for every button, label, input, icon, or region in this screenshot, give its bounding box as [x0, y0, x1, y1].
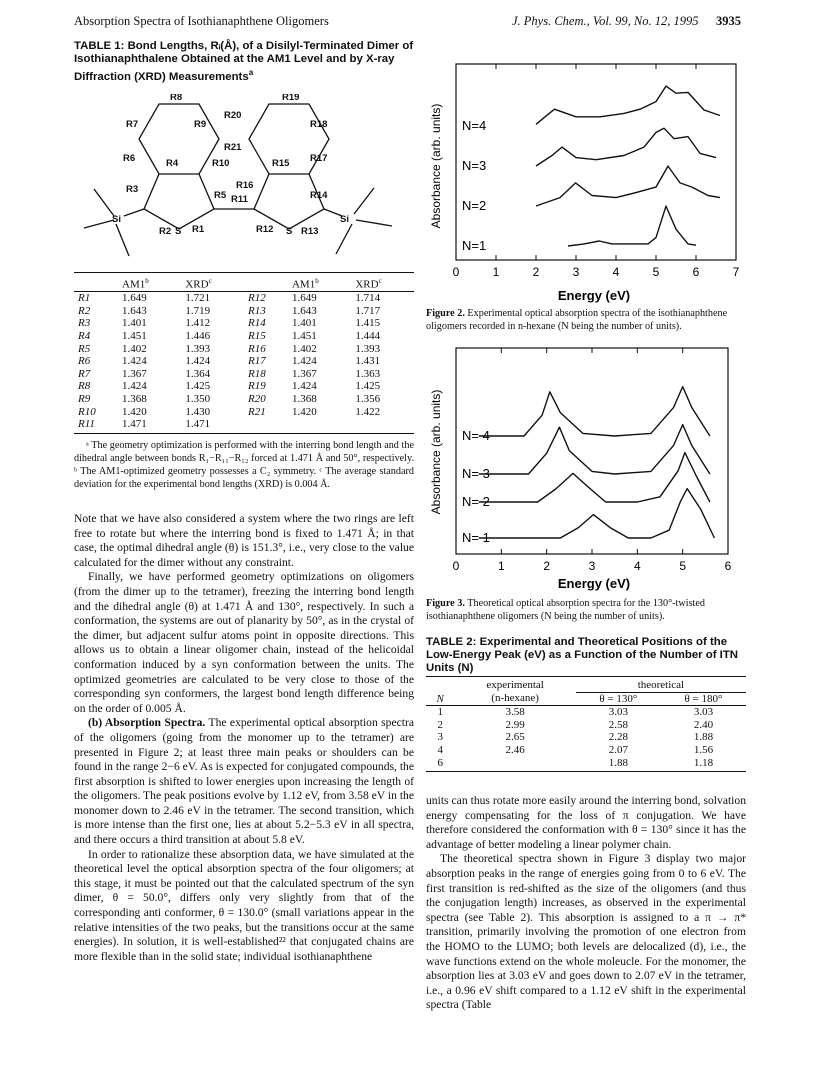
bond-label: R9: [78, 393, 91, 405]
structure-label: R20: [224, 110, 242, 121]
bond-label: R15: [247, 330, 266, 343]
am1-value: 1.649: [291, 292, 317, 305]
bond-label: R16: [247, 342, 266, 355]
xrd-value: 1.430: [185, 405, 211, 418]
table-row: [426, 744, 746, 757]
table2-header-experimental: experimental: [486, 679, 544, 692]
xrd-value: 1.415: [355, 317, 381, 330]
journal-citation: J. Phys. Chem., Vol. 99, No. 12, 1995: [512, 14, 699, 28]
structure-label: R17: [310, 153, 328, 164]
am1-value: 1.401: [122, 317, 147, 330]
am1-value: 1.451: [122, 330, 147, 343]
theta130-value: 2.58: [608, 718, 628, 731]
structure-label: R3: [126, 184, 139, 195]
figure2-caption: Figure 2. Experimental optical absorption spectra of the isothianaphthene oligomers recorded in n-hexane (N being the number of units).: [426, 308, 728, 332]
series-label: N= 4: [462, 428, 490, 443]
bond-label: R8: [78, 380, 91, 393]
series-label: N=1: [462, 238, 487, 253]
table1-header-am1-left: AM1$^b$: [122, 277, 149, 291]
structure-label: R13: [301, 226, 319, 237]
table-row: [74, 355, 414, 368]
table-row: [74, 406, 414, 419]
table2-header-n: N: [436, 692, 444, 705]
series-line: [479, 453, 710, 502]
n-value: 4: [437, 743, 443, 756]
structure-label: R7: [126, 119, 139, 130]
am1-value: 1.643: [122, 304, 147, 317]
table-row: [74, 380, 414, 393]
table-row: [426, 757, 746, 770]
structure-label: Si: [112, 214, 121, 225]
table1-title: TABLE 1: Bond Lengths, Rᵢ(Å), of a Disilyl-Terminated Dimer of Isothianaphthalene Obtained at the AM1 Level and by X-ray Diffraction (XRD) Measurements$^a$: [74, 40, 414, 83]
series-line: [536, 86, 720, 124]
bond-label: R21: [247, 405, 266, 418]
structure-label: R18: [310, 119, 328, 130]
page-number: 3935: [716, 14, 741, 28]
structure-label: R16: [236, 180, 254, 191]
structure-label: R12: [256, 224, 274, 235]
xrd-value: 1.363: [355, 367, 381, 380]
x-tick-label: 5: [679, 559, 687, 573]
xrd-value: 1.717: [355, 304, 381, 317]
table2-title: TABLE 2: Experimental and Theoretical Positions of the Low-Energy Peak (eV) as a Function of the Number of ITN Units (N): [426, 636, 739, 674]
xrd-value: 1.444: [355, 330, 381, 343]
theta180-value: 1.56: [693, 743, 714, 756]
xrd-value: 1.425: [185, 380, 211, 393]
n-value: 3: [437, 731, 443, 744]
paragraph: Note that we have also considered a system where the two rings are left free to rotate but where the interring bond is fixed to 1.471 Å; in that case, the optimal dihedral angle (θ) is 151.3°, i.e., very close to the value calculated for the dimer without any constraint.: [74, 512, 414, 569]
series-line: [568, 206, 696, 246]
xrd-value: 1.364: [185, 367, 211, 380]
n-value: 1: [437, 706, 443, 719]
am1-value: 1.367: [291, 367, 317, 380]
x-tick-label: 3: [588, 559, 596, 573]
n-value: 6: [437, 756, 443, 769]
table-row: [74, 393, 414, 406]
structure-label: R6: [123, 153, 136, 164]
am1-value: 1.420: [122, 405, 147, 418]
theta130-value: 2.07: [608, 743, 628, 756]
structure-label: S: [175, 226, 182, 237]
am1-value: 1.424: [291, 380, 317, 393]
experimental-value: [454, 757, 575, 770]
am1-value: 1.402: [122, 342, 147, 355]
xrd-value: [351, 418, 414, 431]
bond-label: R10: [78, 405, 96, 418]
xrd-value: 1.721: [185, 292, 211, 305]
left-column-text: [74, 512, 414, 964]
am1-value: 1.424: [122, 355, 147, 368]
bond-label: R12: [247, 292, 266, 305]
x-tick-label: 1: [497, 559, 505, 573]
xrd-value: 1.446: [185, 330, 211, 343]
structure-label: R8: [170, 94, 183, 103]
running-header-title: Absorption Spectra of Isothianaphthene Oligomers: [74, 14, 329, 28]
structure-label: R21: [224, 142, 242, 153]
figure3-ylabel: Absorbance (arb. units): [429, 389, 443, 515]
am1-value: 1.649: [122, 292, 147, 305]
table-row: [74, 368, 414, 381]
structure-label: R10: [212, 158, 230, 169]
series-label: N= 3: [462, 466, 490, 481]
structure-label: R19: [282, 94, 300, 103]
x-tick-label: 2: [543, 559, 551, 573]
structure-label: R15: [272, 158, 290, 169]
structure-label: R11: [231, 194, 248, 205]
am1-value: 1.420: [291, 405, 317, 418]
table1: [74, 272, 414, 491]
figure2-ylabel: Absorbance (arb. units): [429, 103, 443, 229]
am1-value: 1.402: [291, 342, 317, 355]
experimental-value: 2.46: [505, 743, 525, 756]
theta130-value: 2.28: [608, 731, 628, 744]
xrd-value: 1.714: [355, 292, 381, 305]
x-tick-label: 1: [492, 265, 500, 279]
right-column-text: [426, 794, 746, 1013]
table-row: [74, 317, 414, 330]
am1-value: 1.401: [291, 317, 317, 330]
series-line: [536, 166, 720, 206]
figure2-xlabel: Energy (eV): [557, 288, 631, 303]
am1-value: 1.451: [291, 330, 317, 343]
table2-header-theta180: θ = 180°: [684, 692, 723, 705]
bond-label: R18: [247, 367, 266, 380]
xrd-value: 1.356: [355, 393, 381, 405]
series-line: [479, 425, 710, 474]
theta180-value: 1.88: [693, 731, 714, 744]
paragraph: units can thus rotate more easily around the interring bond, solvation energy compensating for the loss of π conjugation. We have therefore considered the conformation with θ = 130° since it has the advantage of better modeling a linear polymer chain.: [426, 794, 746, 851]
table-row: [74, 418, 414, 431]
series-label: N= 1: [462, 530, 490, 545]
bond-label: R2: [78, 304, 91, 317]
structure-label: R14: [310, 190, 328, 201]
table-row: [74, 305, 414, 318]
paragraph: The theoretical spectra shown in Figure 3 display two major absorption peaks in the range of energies going from 0 to 6 eV. The first transition is red-shifted as the size of the oligomers (and thus the conjugation length) increases, as observed in the experimental spectra (see Table 2). This absorption is assigned to a π → π* transition, primarily involving the promotion of one electron from the HOMO to the LUMO; both levels are delocalized (d), i.e., the wave functions extend on the whole moleucle. For the monomer, the absorption lies at 3.03 eV and goes down to 2.07 eV in the tetramer, i.e., a 0.96 eV shift compared to a 1.12 eV shift in the experimental spectra (Table: [426, 852, 746, 1012]
bond-label: R13: [247, 304, 266, 317]
x-tick-label: 4: [612, 265, 620, 279]
bond-label: R20: [247, 393, 266, 405]
table1-footnote: ᵃ The geometry optimization is performed with the interring bond length and the dihedral angle between bonds R₁−R₁₁−R₁₂ forced at 1.471 Å and 50°, respectively. ᵇ The AM1-optimized geometry possesses a C₂ symmetry. ᶜ The average standard deviation for the experimental bond lengths (XRD) is 0.004 Å.: [74, 439, 414, 490]
bond-label: R6: [78, 355, 91, 368]
am1-value: 1.367: [122, 367, 147, 380]
am1-value: 1.643: [291, 304, 317, 317]
bond-label: R4: [78, 330, 91, 343]
table1-header-xrd-left: XRD$^c$: [185, 277, 212, 291]
bond-label: R5: [78, 342, 91, 355]
x-tick-label: 4: [633, 559, 641, 573]
series-line: [536, 128, 716, 166]
table2-header-nhexane: (n-hexane): [491, 692, 539, 705]
experimental-value: 3.58: [505, 706, 525, 719]
x-tick-label: 0: [452, 559, 460, 573]
table2-header-theoretical: theoretical: [576, 679, 746, 692]
am1-value: 1.368: [291, 393, 317, 405]
paragraph-absorption-spectra: (b) Absorption Spectra. The experimental optical absorption spectra of the oligomers (going from the monomer up to the tetramer) are presented in Figure 2; at least three main peaks or shoulders can be found in the range 2−6 eV. As is expected for conjugated compounds, the first absorption is shifted to lower energies upon increasing the length of the oligomers. The peak positions evolve by 1.12 eV, from 3.58 eV in the monomer down to 2.46 eV in the tetramer. The second transition, which is more intense than the first one, lies at about 5.2−5.3 eV in all spectra, and there occurs a third transition at about 5.8 eV.: [74, 716, 414, 847]
structure-label: R9: [194, 119, 207, 130]
xrd-value: 1.393: [355, 342, 381, 355]
series-line: [479, 387, 710, 436]
paragraph: In order to rationalize these absorption data, we have simulated at the theoretical level the optical absorption spectra of the four oligomers; at this stage, it must be pointed out that the calculated spectrum of the syn dimer, θ = 50.0°, differs only very slightly from that of the corresponding anti conformer, θ = 130.0° (small variations appear in the relative intensities of the two peaks, but the transitions occur at the same energies). In solution, it is well-established²² that conjugated chains are more flexible than in the solid state; individual isothianaphthene: [74, 847, 414, 963]
am1-value: 1.424: [291, 355, 317, 368]
paragraph: Finally, we have performed geometry optimizations on oligomers (from the dimer up to the tetramer), freezing the interring bond length and the dihedral angle (θ) at 1.471 Å and 130°, respectively. In such a conformation, the systems are out of planarity by 50°, as in the crystal of the dimer, but adjacent sulfur atoms point in opposite directions. This allows us to obtain a linear oligomer chain, instead of the helicoidal conformation induced by a syn conformation between the units. The optimized geometries are calculated to be very close to those of the corresponding syn conformers, the largest bond length difference being on the order of 0.005 Å.: [74, 570, 414, 715]
dimer-structure-diagram: [74, 94, 414, 270]
table-row: [426, 706, 746, 719]
xrd-value: 1.412: [185, 317, 211, 330]
theta180-value: 1.18: [693, 756, 714, 769]
table-row: [74, 343, 414, 356]
xrd-value: 1.422: [355, 405, 381, 418]
series-line: [479, 489, 715, 538]
structure-label: S: [286, 226, 293, 237]
x-tick-label: 0: [452, 265, 460, 279]
theta180-value: 3.03: [693, 706, 714, 719]
xrd-value: 1.425: [355, 380, 381, 393]
series-label: N=3: [462, 158, 487, 173]
bond-label: [244, 418, 288, 431]
theta180-value: 2.40: [693, 718, 714, 731]
figure3-caption: Figure 3. Theoretical optical absorption spectra for the 130°-twisted isothianaphthene oligomers (N being the number of units).: [426, 598, 705, 622]
structure-label: R2: [159, 226, 172, 237]
x-tick-label: 3: [572, 265, 580, 279]
theta130-value: 3.03: [608, 706, 628, 719]
structure-label: R1: [192, 224, 205, 235]
structure-label: R5: [214, 190, 227, 201]
theta130-value: 1.88: [608, 756, 628, 769]
table-row: [426, 719, 746, 732]
bond-label: R3: [78, 317, 91, 330]
xrd-value: 1.350: [185, 393, 211, 405]
figure3-xlabel: Energy (eV): [557, 576, 631, 591]
xrd-value: 1.471: [185, 418, 211, 431]
am1-value: [288, 418, 351, 431]
series-label: N=4: [462, 118, 487, 133]
table-row: [74, 330, 414, 343]
bond-label: R11: [78, 418, 95, 431]
xrd-value: 1.393: [185, 342, 211, 355]
table1-header-xrd-right: XRD$^c$: [355, 277, 382, 291]
am1-value: 1.471: [122, 418, 147, 431]
structure-label: R4: [166, 158, 179, 169]
experimental-value: 2.65: [505, 731, 525, 744]
section-heading: (b) Absorption Spectra.: [88, 716, 206, 730]
series-label: N= 2: [462, 494, 490, 509]
x-tick-label: 7: [732, 265, 740, 279]
bond-label: R1: [78, 292, 91, 305]
x-tick-label: 5: [652, 265, 660, 279]
figure2-chart: [426, 56, 746, 304]
table-row: [426, 731, 746, 744]
bond-label: R19: [247, 380, 266, 393]
table1-header-am1-right: AM1$^b$: [291, 277, 319, 291]
xrd-value: 1.424: [185, 355, 211, 368]
x-tick-label: 6: [724, 559, 732, 573]
bond-label: R17: [247, 355, 266, 368]
table-row: [74, 292, 414, 305]
bond-label: R14: [247, 317, 266, 330]
x-tick-label: 6: [692, 265, 700, 279]
series-label: N=2: [462, 198, 487, 213]
n-value: 2: [437, 718, 443, 731]
xrd-value: 1.719: [185, 304, 211, 317]
am1-value: 1.424: [122, 380, 147, 393]
experimental-value: 2.99: [505, 718, 525, 731]
bond-label: R7: [78, 367, 91, 380]
am1-value: 1.368: [122, 393, 147, 405]
x-tick-label: 2: [532, 265, 540, 279]
table2: [426, 676, 746, 772]
xrd-value: 1.431: [355, 355, 381, 368]
structure-label: Si: [340, 214, 349, 225]
figure3-chart: [426, 342, 746, 592]
table2-header-theta130: θ = 130°: [599, 692, 638, 705]
